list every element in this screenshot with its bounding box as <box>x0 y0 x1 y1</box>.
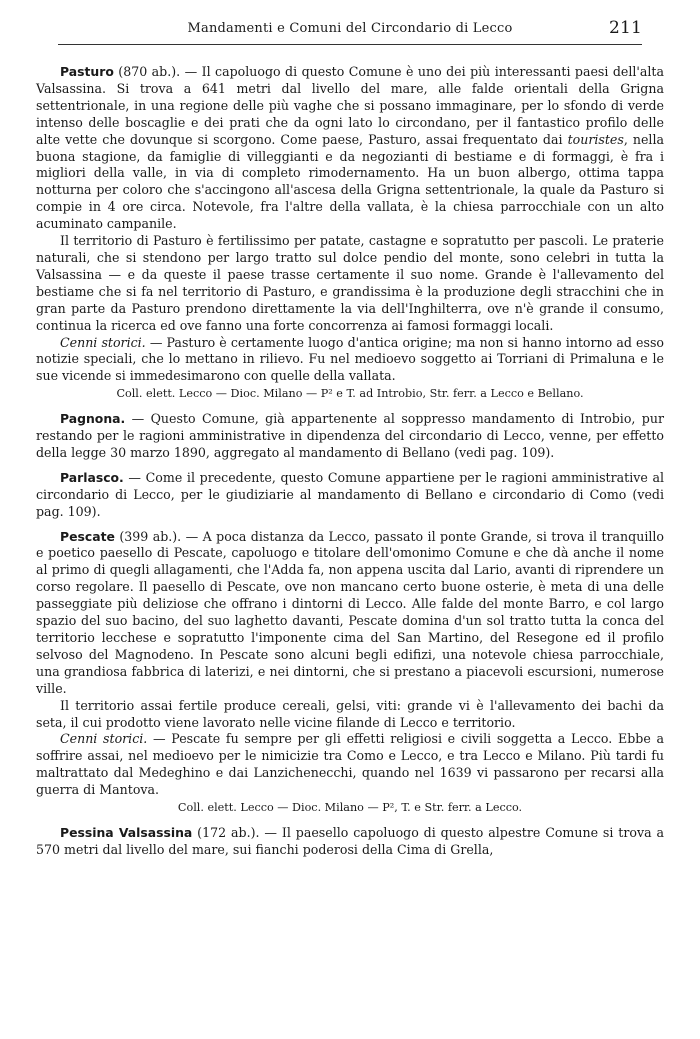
italic-word: touristes <box>567 131 624 147</box>
collegio-note: Coll. elett. Lecco — Dioc. Milano — P² e T. ad Introbio, Str. ferr. a Lecco e Bellano. <box>116 387 584 401</box>
entry-pescate <box>36 529 664 817</box>
header-rule <box>58 44 642 45</box>
entry-text: (870 ab.). — Il capoluogo di questo Comune è uno dei più interessanti paesi dell'alta Valsassina. Si trova a 641 metri dal livello del mare, alle falde orientali della Grigna settentrionale, in una regione delle più vaghe che si possano immaginare, per lo sfondo di verde intenso delle boscaglie e dei prati che da ogni lato lo circondano, per il fantastico profilo delle alte vette che dovunque si scorgono. Come paese, Pasturo, assai frequentato dai <box>36 64 664 147</box>
entry-pasturo <box>36 64 664 403</box>
entry-pessina-valsassina <box>36 825 664 859</box>
entry-text: — Pasturo è certamente luogo d'antica origine; ma non si hanno intorno ad esso notizie speciali, che lo mettano in rilievo. Fu nel medioevo soggetto ai Torriani di Primaluna e le sue vicende si immedesimarono con quelle della vallata. <box>36 334 664 384</box>
running-title: Mandamenti e Comuni del Circondario di Lecco <box>187 21 513 36</box>
cenni-storici-label: Cenni storici. <box>60 334 146 350</box>
paragraph <box>36 335 664 386</box>
entry-text: (399 ab.). — A poca distanza da Lecco, passato il ponte Grande, si trova il tranquillo e poetico paesello di Pescate, capoluogo e titolare dell'omonimo Comune e che dà anche il nome al primo di quegli allagamenti, che l'Adda fa, non appena uscita dal Lario, avanti di riprendere un corso regolare. Il paesello di Pescate, ove non mancano certo buone osterie, è meta di una delle passeggiate più deliziose che offrano i dintorni di Lecco. Alle falde del monte Barro, e col largo spazio del suo bacino, del suo laghetto davanti, Pescate domina d'un sol tratto tutta la conca del territorio lecchese e sopratutto l'imponente cima del San Martino, del Resegone ed il profilo selvoso del Magnodeno. In Pescate sono alcuni begli edifizi, una notevole chiesa parrocchiale, una grandiosa fabbrica di laterizi, e nei dintorni, che si prestano a piacevoli escursioni, numerose ville. <box>36 528 664 696</box>
paragraph <box>36 64 664 233</box>
collegio-note: Coll. elett. Lecco — Dioc. Milano — P², T. e Str. ferr. a Lecco. <box>177 801 523 815</box>
entry-parlasco <box>36 470 664 521</box>
paragraph <box>36 529 664 698</box>
paragraph <box>36 731 664 799</box>
cenni-storici-label: Cenni storici. <box>60 731 148 747</box>
paragraph: Il territorio assai fertile produce cereali, gelsi, viti: grande vi è l'allevamento dei bachi da seta, il cui prodotto viene lavorato nelle vicine filande di Lecco e territorio. <box>36 697 664 730</box>
entry-text: — Pescate fu sempre per gli effetti religiosi e civili soggetta a Lecco. Ebbe a soffrire assai, nel medioevo per le nimicizie tra Como e Lecco, e tra Lecco e Milano. Più tardi fu maltrattato dal Medeghino e dai Lanzichenecchi, quando nel 1639 vi passarono per recarsi alla guerra di Mantova. <box>36 731 664 798</box>
entry-text: , nella buona stagione, da famiglie di villeggianti e da negozianti di bestiame e di formaggi, è fra i migliori della valle, in via di completo rimodernamento. Ha un buon albergo, ottima tappa notturna per coloro che s'accingono all'ascesa della Grigna settentrionale, la quale da Pasturo si compie in 4 ore circa. Notevole, fra l'altre della vallata, è la chiesa parrocchiale con un alto acuminato campanile. <box>36 131 664 232</box>
entry-heading: Parlasco. <box>60 469 124 485</box>
entry-heading: Pagnona. <box>60 411 126 427</box>
entry-text: — Come il precedente, questo Comune appartiene per le ragioni amministrative al circondario di Lecco, per le giudiziarie al mandamento di Bellano e circondario di Como (vedi pag. 109). <box>36 469 664 519</box>
running-header <box>58 18 642 40</box>
entry-text: (172 ab.). — Il paesello capoluogo di questo alpestre Comune si trova a 570 metri dal livello del mare, sui fianchi poderosi della Cima di Grella, <box>36 824 664 857</box>
entry-text: — Questo Comune, già appartenente al soppresso mandamento di Introbio, pur restando per le ragioni amministrative in dipendenza del circondario di Lecco, venne, per effetto della legge 30 marzo 1890, aggregato al mandamento di Bellano (vedi pag. 109). <box>36 411 664 460</box>
entry-heading: Pessina Valsassina <box>60 824 193 840</box>
entry-heading: Pasturo <box>60 64 114 79</box>
entry-heading: Pescate <box>60 528 115 544</box>
paragraph <box>36 411 664 462</box>
page-body <box>36 64 664 859</box>
page-number: 211 <box>608 18 642 38</box>
paragraph: Il territorio di Pasturo è fertilissimo per patate, castagne e sopratutto per pascoli. Le praterie naturali, che si stendono per largo tratto sul dolce pendio del monte, sono celebri in tutta la Valsassina — e da queste il paese trasse certamente il suo nome. Grande è l'allevamento del bestiame che si fa nel territorio di Pasturo, e grandissima è la produzione degli stracchini che in gran parte da Pasturo prendono direttamente la via dell'Inghilterra, ove n'è grande il consumo, continua la ricerca ed ove fanno una forte concorrenza ai famosi formaggi locali. <box>36 233 664 333</box>
entry-pagnona <box>36 411 664 462</box>
paragraph <box>36 825 664 859</box>
paragraph <box>36 470 664 521</box>
